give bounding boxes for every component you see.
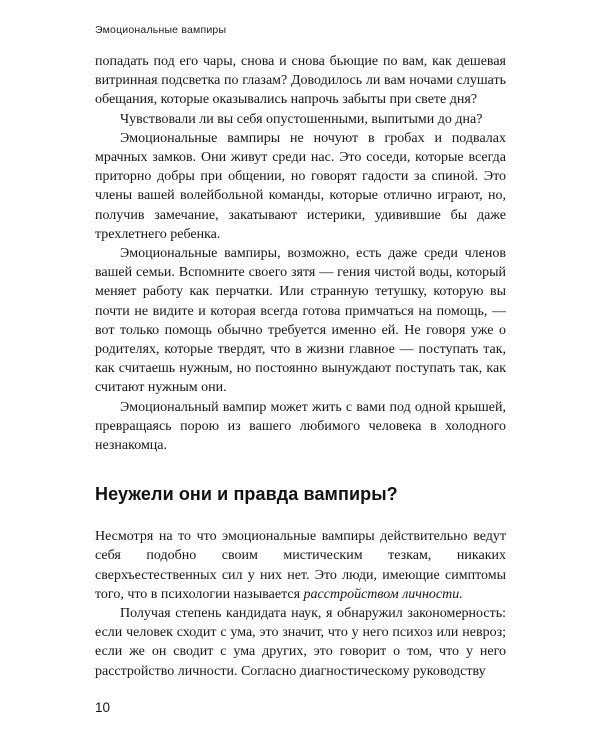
section-heading: Неужели они и правда вампиры? [95, 484, 398, 505]
paragraph: Чувствовали ли вы себя опустошенными, выпитыми до дна? [120, 111, 483, 127]
paragraph: попадать под его чары, снова и снова бьющие по вам, как дешевая витринная подсветка по глазам? Доводилось ли вам ночами слушать обещания, которые оказывались напрочь забыты при свете дня? [95, 54, 506, 108]
page-number: 10 [95, 700, 111, 715]
paragraph-text: Несмотря на то что эмоциональные вампиры действительно ведут себя подобно своим мистическим тезкам, никаких сверхъестественных сил у них нет. Это люди, имеющие симптомы того, что в психологии называется [95, 529, 506, 602]
paragraph: Эмоциональные вампиры, возможно, есть даже среди членов вашей семьи. Вспомните своего зятя — гения чистой воды, который меняет работу как перчатки. Или странную тетушку, которую вы почти не видите и которая всегда готова примчаться на помощь, — вот только помощь обычно требуется именно ей. Не говоря уже о родителях, которые твердят, что в жизни главное — поступать так, как считаешь нужным, но постоянно вынуждают поступать так, как считают нужным они. [95, 246, 506, 396]
italic-term: расстройством личности. [303, 586, 463, 602]
paragraph [95, 527, 506, 604]
running-header: Эмоциональные вампиры [95, 24, 227, 36]
paragraph: Получая степень кандидата наук, я обнаружил закономерность: если человек сходит с ума, это значит, что у него психоз или невроз; если же он сводит с ума других, это говорит о том, что у него расстройство личности. Согласно диагностическому руководству [95, 606, 506, 679]
paragraph: Эмоциональные вампиры не ночуют в гробах и подвалах мрачных замков. Они живут среди нас. Это соседи, которые всегда приторно добры при общении, но говорят гадости за спиной. Это члены вашей волейбольной команды, которые отлично играют, но, получив замечание, закатывают истерики, удивившие бы даже трехлетнего ребенка. [95, 130, 506, 242]
paragraph: Эмоциональный вампир может жить с вами под одной крышей, превращаясь порою из вашего любимого человека в холодного незнакомца. [95, 399, 506, 454]
text-block [95, 52, 506, 681]
